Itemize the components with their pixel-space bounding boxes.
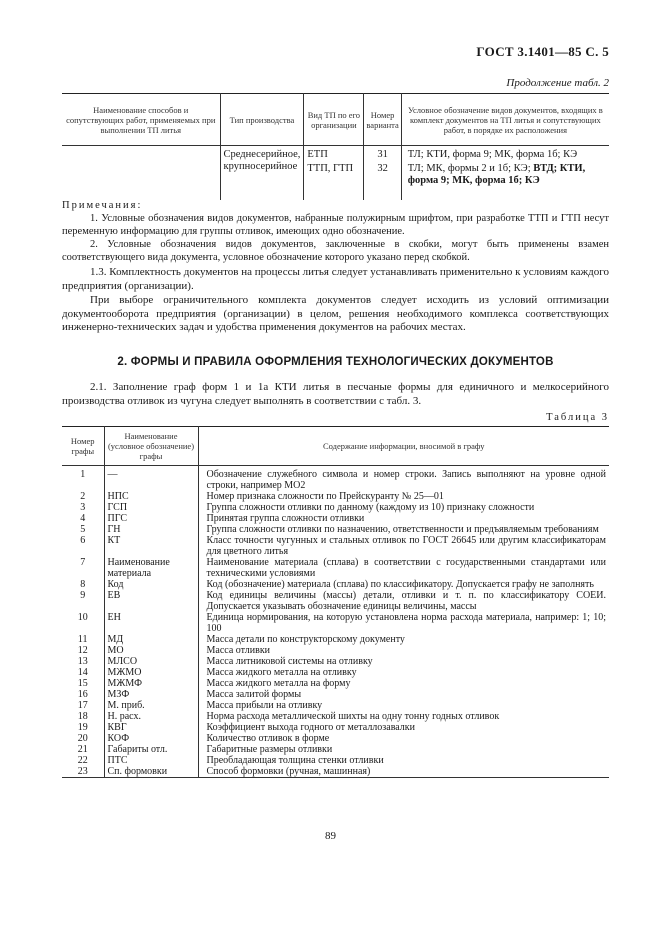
t3-cell-number: 8	[62, 579, 104, 590]
table-row	[62, 667, 609, 678]
t3-cell-name: ЕН	[104, 612, 198, 634]
t3-body	[62, 466, 609, 778]
t3-cell-name: Н. расх.	[104, 711, 198, 722]
t3-cell-number: 6	[62, 535, 104, 557]
t3-cell-number: 19	[62, 722, 104, 733]
note-1: 1. Условные обозначения видов документов, набранные полужирным шрифтом, при разработке ТТП и ГТП несут переменную информацию для группы отливок, имеющих одно обозначение.	[62, 213, 609, 237]
t3-cell-content: Принятая группа сложности отливки	[206, 513, 365, 524]
t3-cell-name: МО	[104, 645, 198, 656]
t3-cell-content: Код единицы величины (массы) детали, отливки и т. п. по классификатору СОЕИ. Допускается указывать обозначение единицы величины, массы	[206, 590, 606, 612]
section-title: 2. ФОРМЫ И ПРАВИЛА ОФОРМЛЕНИЯ ТЕХНОЛОГИЧЕСКИХ ДОКУМЕНТОВ	[117, 356, 554, 368]
t3-cell-number: 22	[62, 755, 104, 766]
t3-cell-number: 9	[62, 590, 104, 612]
t3-cell-name: МЛСО	[104, 656, 198, 667]
t2-row2-num: 32	[364, 162, 401, 188]
t3-header-name: Наименование (условное обозначение) графы	[104, 427, 198, 466]
table-row	[62, 579, 609, 590]
t3-cell-name: Сп. формовки	[104, 766, 198, 778]
t3-cell-name: М. приб.	[104, 700, 198, 711]
t3-cell-number: 7	[62, 557, 104, 579]
table-row	[62, 645, 609, 656]
t3-cell-number: 14	[62, 667, 104, 678]
t3-cell-content: Наименование материала (сплава) в соответствии с государственными стандартами или техническими условиями	[206, 557, 606, 579]
t3-cell-content: Номер признака сложности по Прейскуранту № 25—01	[206, 491, 444, 502]
t3-cell-name: МД	[104, 634, 198, 645]
t3-cell-content: Норма расхода металлической шихты на одну тонну годных отливок	[206, 711, 500, 722]
t2-row2-docs	[401, 162, 609, 188]
table-row	[62, 590, 609, 612]
table-row	[62, 689, 609, 700]
table-row	[62, 744, 609, 755]
t2-row2-docs-plain: ТЛ; МК, формы 2 и 1б; КЭ;	[407, 163, 534, 174]
t3-cell-number: 12	[62, 645, 104, 656]
t2-header-prod-type: Тип производства	[220, 94, 304, 146]
t3-cell-name: —	[104, 466, 198, 492]
t2-row1-num: 31	[364, 146, 401, 163]
t3-cell-content: Масса жидкого металла на форму	[206, 678, 351, 689]
t3-cell-content: Количество отливок в форме	[206, 733, 330, 744]
t3-cell-name: ПТС	[104, 755, 198, 766]
table-continuation-label: Продолжение табл. 2	[506, 77, 609, 89]
t3-cell-content: Коэффициент выхода годного от металлозавалки	[206, 722, 416, 733]
table-row	[62, 678, 609, 689]
t3-cell-number: 2	[62, 491, 104, 502]
paragraph-choice: При выборе ограничительного комплекта документов следует исходить из условий оптимизации документооборота предприятия (организации) в целом, решения необходимого комплекса соответствующих инженерно-технических задач и удобства применения документов на рабочих местах.	[62, 294, 609, 333]
t3-cell-number: 21	[62, 744, 104, 755]
t3-cell-name: Габариты отл.	[104, 744, 198, 755]
t3-cell-number: 10	[62, 612, 104, 634]
t2-row2-tp: ТТП, ГТП	[304, 162, 364, 188]
t3-cell-number: 20	[62, 733, 104, 744]
t2-row2-docs-bold: ВТД; КТИ, форма 9; МК, форма 1б; КЭ	[407, 163, 586, 186]
t3-cell-number: 4	[62, 513, 104, 524]
t3-cell-number: 13	[62, 656, 104, 667]
t2-header-tp-kind: Вид ТП по его организации	[304, 94, 364, 146]
t3-cell-name: КТ	[104, 535, 198, 557]
t3-cell-name: МЗФ	[104, 689, 198, 700]
t3-cell-number: 1	[62, 466, 104, 492]
table-row	[62, 700, 609, 711]
table-row	[62, 557, 609, 579]
t3-cell-content: Класс точности чугунных и стальных отливок по ГОСТ 26645 или другим классификаторам для цветного литья	[206, 535, 606, 557]
page-header-title: ГОСТ 3.1401—85 С. 5	[476, 44, 609, 59]
t3-cell-content: Масса отливки	[206, 645, 271, 656]
t3-cell-name: Наименование материала	[104, 557, 198, 579]
t2-row1-tp: ЕТП	[304, 146, 364, 163]
table-row	[62, 722, 609, 733]
t3-cell-name: МЖМО	[104, 667, 198, 678]
t3-cell-content: Масса литниковой системы на отливку	[206, 656, 373, 667]
t3-cell-name: КВГ	[104, 722, 198, 733]
table-3-caption: Таблица 3	[546, 412, 609, 423]
notes-block	[62, 199, 609, 264]
table-row	[62, 502, 609, 513]
t3-cell-content: Масса прибыли на отливку	[206, 700, 323, 711]
t3-cell-content: Способ формовки (ручная, машинная)	[206, 766, 371, 777]
note-2: 2. Условные обозначения видов документов, заключенные в скобки, могут быть применены взамен соответствующего вида документа, условное обозначение которого указано перед скобкой.	[62, 239, 609, 263]
t3-cell-number: 3	[62, 502, 104, 513]
table-row	[62, 513, 609, 524]
table-row	[62, 733, 609, 744]
t2-header-method: Наименование способов и сопутствующих работ, применяемых при выполнении ТП литья	[62, 94, 220, 146]
t3-cell-name: Код	[104, 579, 198, 590]
paragraph-2-1: 2.1. Заполнение граф форм 1 и 1а КТИ литья в песчаные формы для единичного и мелкосерийного производства отливок из чугуна следует выполнять в соответствии с табл. 3.	[62, 381, 609, 407]
t3-cell-content: Единица нормирования, на которую установлена норма расхода материала, например: 1; 10; 100	[206, 612, 606, 634]
t3-cell-content: Группа сложности отливки по данному (каждому из 10) признаку сложности	[206, 502, 535, 513]
t3-cell-number: 23	[62, 766, 104, 778]
t3-cell-name: МЖМФ	[104, 678, 198, 689]
table-row	[62, 755, 609, 766]
t3-header-content: Содержание информации, вносимой в графу	[323, 441, 485, 451]
t2-header-docs: Условное обозначение видов документов, входящих в комплект документов на ТП литья и сопутствующих работ, в порядке их расположения	[408, 104, 603, 135]
t3-cell-name: ЕВ	[104, 590, 198, 612]
t3-cell-content: Масса жидкого металла на отливку	[206, 667, 357, 678]
table-row	[62, 612, 609, 634]
t3-cell-number: 18	[62, 711, 104, 722]
t3-cell-number: 17	[62, 700, 104, 711]
t3-cell-number: 15	[62, 678, 104, 689]
t3-cell-content: Группа сложности отливки по назначению, ответственности и предъявляемым требованиям	[206, 524, 599, 535]
table-2-continuation	[62, 93, 609, 200]
table-row	[62, 634, 609, 645]
t3-cell-content: Преобладающая толщина стенки отливки	[206, 755, 384, 766]
t3-cell-content: Габаритные размеры отливки	[206, 744, 333, 755]
t3-cell-number: 16	[62, 689, 104, 700]
t3-cell-content: Код (обозначение) материала (сплава) по классификатору. Допускается графу не заполнять	[206, 579, 594, 590]
table-row	[62, 491, 609, 502]
t2-header-variant: Номер варианта	[364, 94, 401, 146]
t3-cell-number: 11	[62, 634, 104, 645]
page-number: 89	[325, 830, 336, 842]
table-row	[62, 656, 609, 667]
t3-cell-content: Масса залитой формы	[206, 689, 302, 700]
t2-row1-docs: ТЛ; КТИ, форма 9; МК, форма 1б; КЭ	[407, 149, 578, 160]
table-3	[62, 426, 609, 778]
t3-cell-name: ПГС	[104, 513, 198, 524]
table-row	[62, 535, 609, 557]
table-row	[62, 524, 609, 535]
t3-cell-content: Масса детали по конструкторскому документу	[206, 634, 405, 645]
t3-cell-name: ГН	[104, 524, 198, 535]
t2-prod-type: Среднесерийное, крупносерийное	[220, 146, 304, 201]
t3-cell-number: 5	[62, 524, 104, 535]
table-row	[62, 466, 609, 492]
table-row	[62, 711, 609, 722]
t3-cell-name: ГСП	[104, 502, 198, 513]
t3-cell-name: КОФ	[104, 733, 198, 744]
t3-cell-content: Обозначение служебного символа и номер строки. Запись выполняют на уровне одной строки, например МО2	[206, 469, 606, 491]
t3-cell-name: НПС	[104, 491, 198, 502]
t3-header-number: Номер графы	[62, 427, 104, 466]
paragraph-1-3: 1.3. Комплектность документов на процессы литья следует устанавливать применительно к условиям каждого предприятия (организации).	[62, 266, 609, 292]
table-row	[62, 766, 609, 778]
notes-title: Примечания:	[62, 200, 143, 211]
